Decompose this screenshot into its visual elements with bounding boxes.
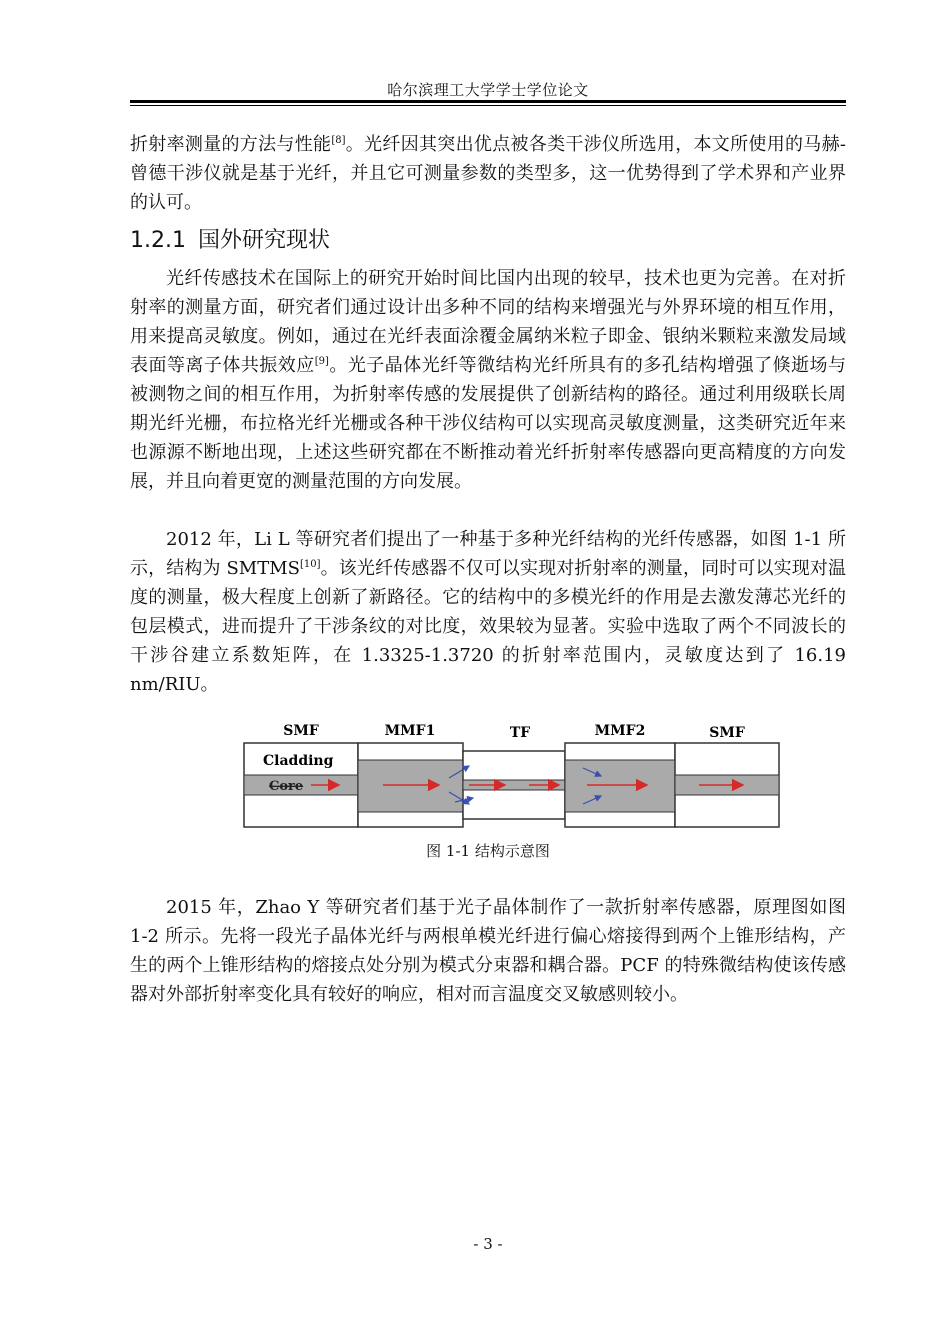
paragraph-continued — [130, 130, 846, 217]
page-number: - 3 - — [473, 1235, 503, 1253]
header-rule-thin — [130, 105, 846, 106]
figure-label-tf: TF — [509, 725, 531, 741]
citation: [10] — [299, 559, 321, 570]
paragraph-text: 2015 年，Zhao Y 等研究者们基于光子晶体制作了一款折射率传感器，原理图如图 1-2 所示。先将一段光子晶体光纤与两根单模光纤进行偏心熔接得到两个上锥形结构，产生的两个上锥形结构的熔接点处分别为模式分束器和耦合器。PCF 的特殊微结构使该传感器对外部折射率变化具有较好的响应，相对而言温度交叉敏感则较小。 — [130, 897, 846, 1005]
figure-label-mmf2: MMF2 — [594, 723, 646, 739]
figure-label-smf-right: SMF — [709, 725, 745, 741]
paragraph-text: 折射率测量的方法与性能 — [130, 134, 332, 155]
mmf2-core — [565, 760, 675, 812]
mmf1-core — [358, 760, 463, 812]
section-heading — [130, 223, 330, 254]
figure-label-cladding: Cladding — [263, 753, 334, 769]
header-rule-thick — [130, 100, 846, 103]
figure-label-core: Core — [269, 779, 304, 794]
paragraph-text: 2012 年，Li L 等研究者们提出了一种基于多种光纤结构的光纤传感器，如图 1-1 所示，结构为 SMTMS — [130, 529, 846, 579]
section-title: 国外研究现状 — [197, 228, 330, 253]
figure-label-mmf1: MMF1 — [384, 723, 436, 739]
citation: [9] — [314, 356, 329, 367]
paragraph-text: 光纤传感技术在国际上的研究开始时间比国内出现的较早，技术也更为完善。在对折射率的测量方面，研究者们通过设计出多种不同的结构来增强光与外界环境的相互作用，用来提高灵敏度。例如，通过在光纤表面涂覆金属纳米粒子即金、银纳米颗粒来激发局域表面等离子体共振效应 — [130, 268, 846, 376]
paragraph-foreign-research — [130, 264, 846, 496]
paragraph-text: 。光纤因其突出优点被各类干涉仪所选用，本文所使用的马赫-曾德干涉仪就是基于光纤，并且它可测量参数的类型多，这一优势得到了学术界和产业界的认可。 — [130, 134, 846, 213]
fiber-structure-figure — [243, 718, 781, 830]
paragraph-li-2012 — [130, 525, 846, 699]
figure-label-smf-left: SMF — [283, 723, 319, 739]
paragraph-zhao-2015 — [130, 893, 846, 1009]
paragraph-text: 。光子晶体光纤等微结构光纤所具有的多孔结构增强了倏逝场与被测物之间的相互作用，为折射率传感的发展提供了创新结构的路径。通过利用级联长周期光纤光栅，布拉格光纤光栅或各种干涉仪结构可以实现高灵敏度测量，这类研究近年来也源源不断地出现，上述这些研究都在不断推动着光纤折射率传感器向更高精度的方向发展，并且向着更宽的测量范围的方向发展。 — [130, 355, 847, 492]
citation: [8] — [331, 135, 346, 146]
figure-caption: 图 1-1 结构示意图 — [426, 842, 550, 860]
paragraph-text: 。该光纤传感器不仅可以实现对折射率的测量，同时可以实现对温度的测量，极大程度上创新了新路径。它的结构中的多模光纤的作用是去激发薄芯光纤的包层模式，进而提升了干涉条纹的对比度，效果较为显著。实验中选取了两个不同波长的干涉谷建立系数矩阵，在 1.3325-1.3720 的折射率范围内，灵敏度达到了 16.19 nm/RIU。 — [130, 558, 846, 695]
section-number: 1.2.1 — [130, 228, 186, 253]
running-header: 哈尔滨理工大学学士学位论文 — [387, 81, 589, 99]
